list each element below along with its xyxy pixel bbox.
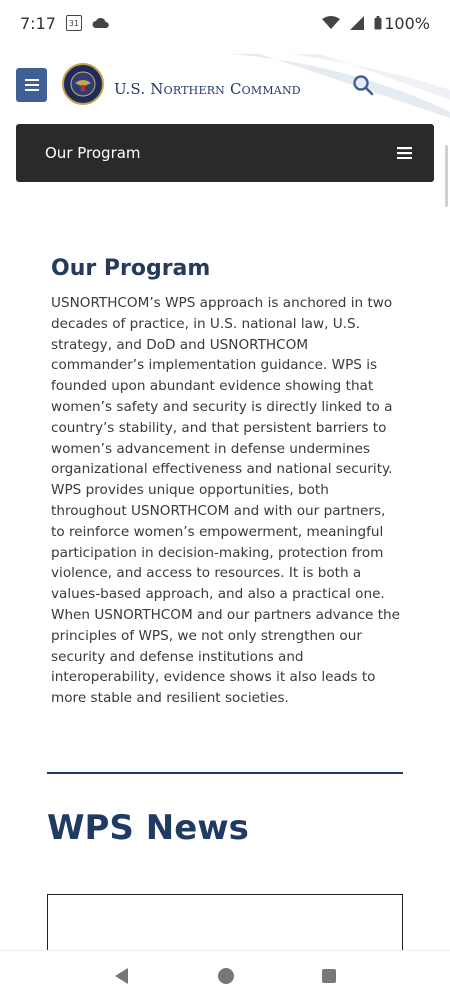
system-nav-bar [0,950,450,1000]
battery-level: 100% [384,13,430,33]
home-icon[interactable] [217,967,235,985]
back-icon[interactable] [113,967,131,985]
scrollbar-thumb[interactable] [445,145,448,207]
cloud-icon [92,17,110,29]
status-bar [0,0,450,46]
section-divider [47,772,403,774]
status-time: 7:17 [20,13,56,33]
brand-name[interactable]: U.S. Northern Command [114,80,301,98]
site-header [0,54,450,118]
status-right [322,14,430,33]
usnorthcom-seal-logo[interactable] [62,63,104,105]
search-button[interactable] [352,74,374,96]
section-nav-label: Our Program [45,144,141,162]
cell-signal-icon [350,16,364,30]
wifi-icon [322,16,340,30]
section-nav-dropdown[interactable] [16,124,434,182]
program-title: Our Program [51,256,211,281]
hamburger-icon [25,79,39,91]
program-body: USNORTHCOM’s WPS approach is anchored in two decades of practice, in U.S. national law, U.S. strategy, and DoD and USNORTHCOM commander’s implementation guidance. WPS is founded upon abundant evidence showing that women’s safety and security is directly linked to a country’s stability, and that persistent barriers to women’s advancement in defense undermines organizational effectiveness and national security. WPS provides unique opportunities, both throughout USNORTHCOM and with our partners, to reinforce women’s empowerment, meaningful participation in decision-making, protection from violence, and access to resources. It is both a values-based approach, and also a practical one. When USNORTHCOM and our partners advance the principles of WPS, we not only strengthen our security and defense institutions and interoperability, evidence shows it also leads to more stable and resilient societies. [51,295,401,707]
battery-icon [374,16,382,30]
status-left [20,14,110,33]
menu-button[interactable] [16,68,47,102]
recents-icon[interactable] [321,968,337,984]
search-icon [352,74,374,96]
hamburger-icon [397,147,412,159]
news-title: WPS News [47,808,249,848]
eagle-emblem-icon [70,71,96,97]
calendar-day: 31 [68,18,80,28]
calendar-icon [66,15,82,31]
